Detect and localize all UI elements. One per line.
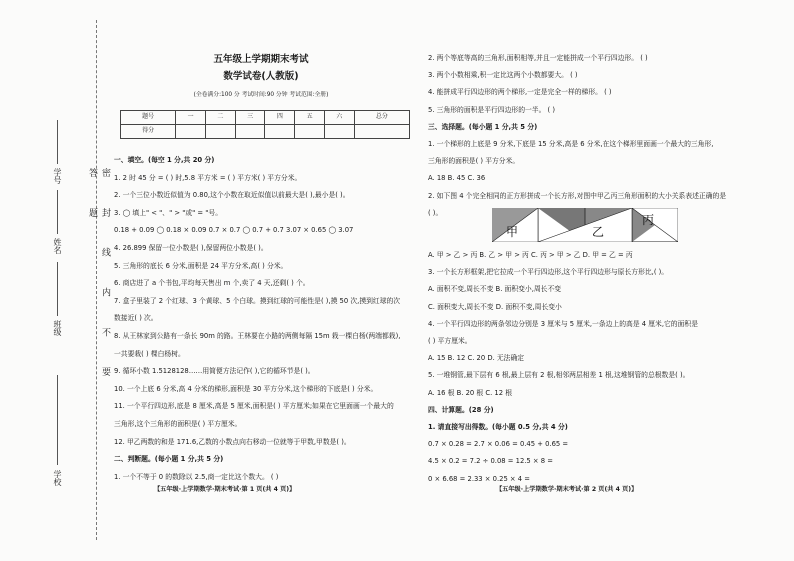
score-input-cell[interactable] xyxy=(176,125,206,139)
score-input-cell[interactable] xyxy=(354,125,409,139)
label-bing: 丙 xyxy=(642,213,655,227)
question-line: 3. ◯ 填上" < "、" > "或" = "号。 xyxy=(114,208,222,217)
seal-line-notice: 密 封 线 内 不 要 答 题 xyxy=(87,168,110,391)
question-line: 0 × 6.68 = 2.33 × 0.25 × 4 = xyxy=(428,474,530,483)
question-line: 2. 两个等底等高的三角形,面积相等,并且一定能拼成一个平行四边形。 ( ) xyxy=(428,54,648,62)
student-number-label: 学号 xyxy=(53,168,62,184)
question-line: ( ) 平方厘米。 xyxy=(428,337,472,345)
score-cell: 一 xyxy=(176,111,206,125)
question-line: 5. 三角形的面积是平行四边形的一半。 ( ) xyxy=(428,105,556,114)
question-line: 4. 一个平行四边形的两条邻边分别是 3 厘米与 5 厘米,一条边上的高是 4 厘米,它的面积是 xyxy=(428,319,698,328)
question-line: 三角形的面积是( ) 平方分米。 xyxy=(428,157,520,166)
question-line: 7. 盒子里装了 2 个红球、3 个黄球、5 个白球。摸到红球的可能性是( ),摸 50 次,摸到红球的次 xyxy=(114,296,401,305)
question-line: 2. 一个三位小数近似值为 0.80,这个小数在取近似值以前最大是( ),最小是( )。 xyxy=(114,191,350,200)
question-line: 数接近( ) 次。 xyxy=(114,314,158,323)
question-line: 10. 一个上底 6 分米,高 4 分米的梯形,面积是 30 平方分米,这个梯形的下底是( ) 分米。 xyxy=(114,384,378,393)
name-label: 姓名 xyxy=(53,238,62,254)
name-field[interactable] xyxy=(57,190,58,234)
question-line: 4. 26.899 保留一位小数是( ),保留两位小数是( )。 xyxy=(114,244,268,252)
score-cell: 六 xyxy=(324,111,354,125)
score-cell: 五 xyxy=(295,111,325,125)
question-line: 0.7 × 0.28 = 2.7 × 0.06 = 0.45 + 0.65 = xyxy=(428,440,569,449)
score-cell: 四 xyxy=(265,111,295,125)
question-line: 1. 一个不等于 0 的数除以 2.5,商一定比这个数大。 ( ) xyxy=(114,472,279,481)
question-line: 1. 一个梯形的上底是 9 分米,下底是 15 分米,高是 6 分米,在这个梯形里面画一个最大的三角形, xyxy=(428,140,714,148)
question-line: C. 面积变大,周长不变 D. 面积不变,周长变小 xyxy=(428,302,562,311)
section-heading: 三、选择题。(每小题 1 分,共 5 分) xyxy=(428,122,538,131)
score-input-cell[interactable] xyxy=(265,125,295,139)
section-heading: 二、判断题。(每小题 1 分,共 5 分) xyxy=(114,455,224,464)
score-cell: 三 xyxy=(235,111,265,125)
triangle-figure xyxy=(492,208,678,242)
question-line: A. 15 B. 12 C. 20 D. 无法确定 xyxy=(428,354,525,363)
question-line: A. 18 B. 45 C. 36 xyxy=(428,174,486,183)
question-line: 11. 一个平行四边形,底是 8 厘米,高是 5 厘米,面积是( ) 平方厘米;如果在它里面画一个最大的 xyxy=(114,402,394,411)
question-line: 三角形,这个三角形的面积是( ) 平方厘米。 xyxy=(114,420,242,428)
question-line: 1. 2 时 45 分 = ( ) 时,5.8 平方米 = ( ) 平方米( ) 平方分米。 xyxy=(114,173,302,182)
label-yi: 乙 xyxy=(592,225,605,239)
question-line: 6. 商店进了 a 个书包,平均每天售出 m 个,卖了 4 天,还剩( ) 个。 xyxy=(114,279,310,288)
question-line: 9. 循环小数 1.5128128……用简便方法记作( ),它的循环节是( )。 xyxy=(114,367,315,376)
question-line: 5. 一堆钢管,最下层有 6 根,最上层有 2 根,相邻两层相差 1 根,这堆钢管的总根数是( )。 xyxy=(428,371,690,380)
page-footer: 【五年级·上学期数学·期末考试·第 2 页(共 4 页)】 xyxy=(496,486,638,493)
label-jia: 甲 xyxy=(506,225,519,239)
class-label: 班级 xyxy=(53,320,62,336)
question-line: 3. 两个小数相乘,积一定比这两个小数都要大。 ( ) xyxy=(428,71,578,80)
question-line: 12. 甲乙两数的和是 171.6,乙数的小数点向右移动一位就等于甲数,甲数是( )。 xyxy=(114,437,351,446)
binding-margin xyxy=(0,0,112,561)
exam-title: 五年级上学期期末考试 xyxy=(213,54,309,65)
question-line: A. 甲 > 乙 > 丙 B. 乙 > 甲 > 丙 C. 丙 > 甲 > 乙 D. 甲 = 乙 = 丙 xyxy=(428,251,633,259)
question-line: 0.18 + 0.09 ◯ 0.18 × 0.09 0.7 × 0.7 ◯ 0.7 + 0.7 3.07 × 0.65 ◯ 3.07 xyxy=(114,226,354,235)
section-heading: 1. 请直接写出得数。(每小题 0.5 分,共 4 分) xyxy=(428,423,568,431)
section-heading: 四、计算题。(28 分) xyxy=(428,405,494,414)
exam-info: (全卷满分:100 分 考试时间:90 分钟 考试范围:全册) xyxy=(193,92,329,98)
question-line: A. 面积不变,周长不变 B. 面积变小,周长不变 xyxy=(428,285,562,294)
school-field[interactable] xyxy=(57,375,58,465)
score-cell: 二 xyxy=(205,111,235,125)
score-input-cell[interactable] xyxy=(324,125,354,139)
student-number-field[interactable] xyxy=(57,120,58,164)
question-line: 4. 能拼成平行四边形的两个梯形,一定是完全一样的梯形。 ( ) xyxy=(428,88,612,97)
section-heading: 一、填空。(每空 1 分,共 20 分) xyxy=(114,156,215,164)
exam-subtitle: 数学试卷(人教版) xyxy=(223,71,299,82)
score-cell: 题号 xyxy=(121,111,176,125)
score-input-cell[interactable] xyxy=(295,125,325,139)
score-input-cell[interactable] xyxy=(205,125,235,139)
left-page xyxy=(112,0,410,561)
question-line: ( )。 xyxy=(428,208,443,217)
question-line: 5. 三角形的底长 6 分米,面积是 24 平方分米,高( ) 分米。 xyxy=(114,261,288,270)
question-line: A. 16 根 B. 20 根 C. 12 根 xyxy=(428,388,513,397)
score-cell: 总分 xyxy=(354,111,409,125)
score-table-score-row xyxy=(121,125,410,139)
question-line: 3. 一个长方形框架,把它拉成一个平行四边形,这个平行四边形与原长方形比,( )。 xyxy=(428,268,669,277)
right-page xyxy=(424,0,774,561)
score-cell: 得分 xyxy=(121,125,176,139)
score-table-header-row xyxy=(121,111,410,125)
class-field[interactable] xyxy=(57,262,58,316)
question-line: 4.5 × 0.2 = 7.2 ÷ 0.08 = 12.5 × 8 = xyxy=(428,457,553,466)
page-footer: 【五年级·上学期数学·期末考试·第 1 页(共 4 页)】 xyxy=(154,486,296,493)
score-input-cell[interactable] xyxy=(235,125,265,139)
score-table xyxy=(120,110,410,139)
question-line: 8. 从王林家到公路有一条长 90m 的路。王林要在小路的两侧每隔 15m 栽一棵白杨(两端都栽), xyxy=(114,332,401,340)
question-line: 一共要栽( ) 棵白杨树。 xyxy=(114,349,185,358)
question-line: 2. 如下图 4 个完全相同的正方形拼成一个长方形,对图中甲乙丙三角形面积的大小关系表述正确的是 xyxy=(428,191,727,200)
school-label: 学校 xyxy=(53,470,62,486)
